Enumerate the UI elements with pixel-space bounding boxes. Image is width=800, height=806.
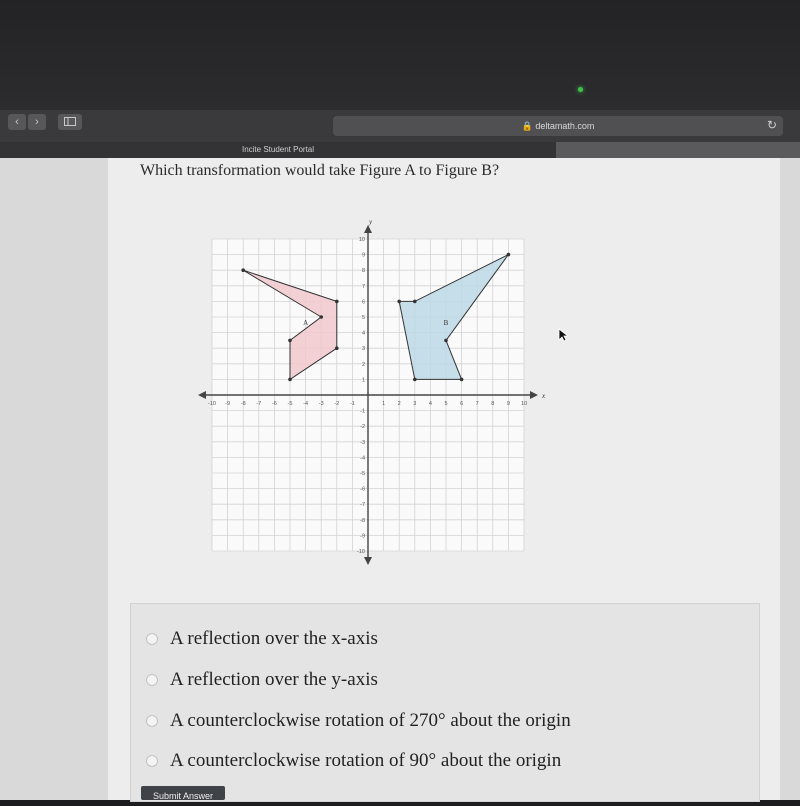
x-tick-label: 8	[491, 401, 495, 407]
figure-vertex	[288, 378, 292, 382]
choice-option-2[interactable]	[146, 669, 378, 691]
y-tick-label: 7	[361, 283, 365, 290]
x-tick-label: -3	[318, 401, 324, 407]
y-tick-label: 1	[361, 377, 365, 384]
radio-button[interactable]	[146, 674, 158, 686]
y-tick-label: -7	[360, 502, 365, 509]
x-tick-label: 1	[382, 401, 386, 407]
sidebar-icon	[64, 117, 76, 126]
x-tick-label: 9	[506, 401, 510, 407]
figure-vertex	[460, 378, 464, 382]
mouse-cursor-icon	[558, 328, 570, 342]
figure-vertex	[413, 378, 417, 382]
x-tick-label: -10	[208, 401, 216, 407]
choice-label: A counterclockwise rotation of 270° about the origin	[170, 710, 571, 731]
x-tick-label: -9	[225, 401, 231, 407]
screen-bezel	[0, 0, 800, 110]
figure-vertex	[507, 253, 511, 257]
choice-option-3[interactable]	[146, 710, 571, 732]
figure-vertex	[241, 268, 245, 272]
radio-button[interactable]	[146, 633, 158, 645]
forward-button[interactable]: ›	[28, 114, 46, 130]
back-button[interactable]: ‹	[8, 114, 26, 130]
x-axis-label: x	[542, 392, 546, 400]
choice-option-4[interactable]	[146, 750, 561, 772]
y-tick-label: -1	[360, 408, 365, 415]
y-tick-label: 8	[361, 268, 365, 275]
x-tick-label: -4	[303, 401, 309, 407]
choice-label: A counterclockwise rotation of 90° about the origin	[170, 750, 562, 771]
y-tick-label: 9	[361, 252, 365, 259]
y-tick-label: 3	[361, 346, 365, 353]
figure-vertex	[335, 300, 339, 304]
y-tick-label: 6	[361, 299, 365, 306]
x-tick-label: 10	[520, 401, 528, 407]
figure-vertex	[319, 315, 323, 319]
figure-vertex	[335, 346, 339, 350]
sidebar-toggle-button[interactable]	[58, 114, 82, 130]
figure-label: B	[443, 318, 449, 327]
y-tick-label: -3	[360, 439, 365, 446]
x-tick-label: -5	[287, 401, 293, 407]
y-tick-label: -10	[357, 549, 365, 555]
y-tick-label: -9	[360, 533, 365, 540]
x-tick-label: 4	[428, 401, 432, 407]
y-axis-arrow-down	[364, 557, 372, 565]
radio-button[interactable]	[146, 715, 158, 727]
y-tick-label: 4	[361, 330, 365, 337]
y-tick-label: -2	[360, 424, 365, 431]
tab-incite-student-portal[interactable]: Incite Student Portal	[0, 142, 556, 158]
figure-label: A	[303, 318, 309, 327]
x-tick-label: 3	[413, 401, 417, 407]
figure-vertex	[288, 339, 292, 343]
figure-vertex	[397, 300, 401, 304]
x-tick-label: -7	[256, 401, 262, 407]
y-tick-label: 5	[361, 315, 365, 321]
x-axis-arrow-left	[198, 391, 206, 399]
y-tick-label: -5	[360, 471, 365, 477]
y-tick-label: -6	[360, 486, 365, 493]
y-tick-label: 10	[358, 237, 365, 243]
x-tick-label: -2	[334, 401, 340, 407]
coordinate-plane	[195, 213, 560, 570]
reload-icon[interactable]: ↻	[766, 118, 777, 132]
x-tick-label: -6	[271, 401, 277, 407]
submit-answer-button[interactable]: Submit Answer	[141, 786, 225, 800]
y-tick-label: 2	[361, 361, 365, 368]
choice-label: A reflection over the y-axis	[170, 669, 378, 690]
choice-option-1[interactable]	[146, 628, 378, 650]
choice-label: A reflection over the x-axis	[170, 628, 378, 649]
y-tick-label: -8	[360, 517, 365, 524]
x-tick-label: 6	[460, 401, 464, 407]
x-tick-label: -1	[349, 401, 355, 407]
lock-icon: 🔒	[521, 121, 533, 131]
x-tick-label: 2	[397, 401, 401, 407]
figure-vertex	[444, 339, 448, 343]
x-tick-label: 7	[475, 401, 479, 407]
radio-button[interactable]	[146, 755, 158, 767]
y-tick-label: -4	[360, 455, 365, 462]
address-bar[interactable]	[333, 116, 783, 136]
x-axis-arrow-right	[530, 391, 538, 399]
figure-vertex	[413, 300, 417, 304]
y-axis-label: y	[369, 218, 373, 226]
address-bar-url: deltamath.com	[535, 121, 595, 131]
x-tick-label: 5	[444, 401, 448, 407]
camera-indicator-light	[578, 87, 583, 92]
tab-bar	[0, 142, 800, 158]
question-text: Which transformation would take Figure A to Figure B?	[140, 162, 500, 179]
x-tick-label: -8	[240, 401, 246, 407]
y-axis-arrow-up	[364, 225, 372, 233]
tab-active[interactable]	[556, 142, 800, 158]
